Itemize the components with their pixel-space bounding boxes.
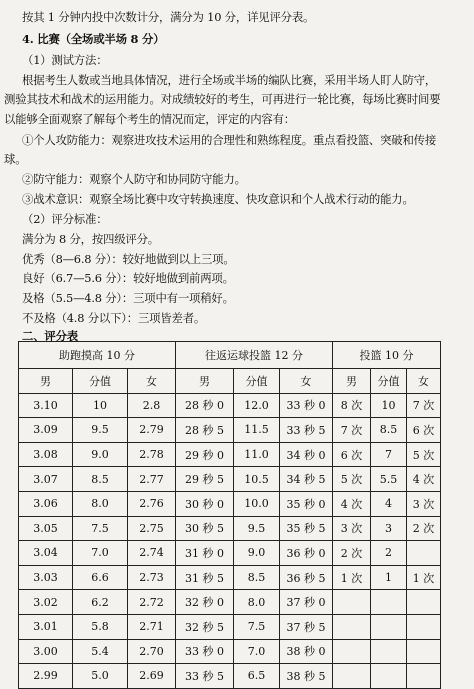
table-cell: 36 秒 5 [280,565,333,590]
section-heading-score-table: 二、评分表 [22,329,78,343]
table-cell: 7.0 [234,639,280,664]
table-cell [371,590,407,615]
table-row [19,639,441,664]
table-cell: 33 秒 0 [280,393,333,418]
table-row [19,590,441,615]
table-cell [407,664,441,689]
table-cell: 8.5 [371,418,407,443]
table-cell: 4 次 [407,467,441,492]
table-cell: 7.0 [73,541,128,566]
section-heading-match: 4. 比赛（全场或半场 8 分） [22,32,165,46]
table-cell: 2.75 [128,516,176,541]
table-cell: 2 [371,541,407,566]
table-row [19,491,441,516]
table-cell: 2.69 [128,664,176,689]
table-cell: 7 次 [333,418,371,443]
table-body [19,393,441,688]
table-cell: 7 次 [407,393,441,418]
table-cell: 11.0 [234,442,280,467]
table-cell: 10.0 [234,491,280,516]
table-cell [371,664,407,689]
table-cell: 8 次 [333,393,371,418]
table-cell: 29 秒 5 [176,467,234,492]
table-cell: 31 秒 0 [176,541,234,566]
table-row [19,664,441,689]
subheader-female: 女 [280,369,333,394]
table-cell: 8.5 [73,467,128,492]
table-row [19,565,441,590]
table-cell: 4 次 [333,491,371,516]
table-row [19,541,441,566]
table-cell: 28 秒 5 [176,418,234,443]
group-header-shooting: 投篮 10 分 [333,342,441,369]
table-cell: 34 秒 0 [280,442,333,467]
table-cell: 37 秒 0 [280,590,333,615]
table-cell: 32 秒 0 [176,590,234,615]
table-cell: 3 次 [407,491,441,516]
table-cell: 12.0 [234,393,280,418]
table-cell [333,614,371,639]
table-cell: 5 次 [407,442,441,467]
table-cell: 10.5 [234,467,280,492]
table-cell: 9.0 [73,442,128,467]
table-cell: 30 秒 0 [176,491,234,516]
table-cell: 1 次 [333,565,371,590]
table-row [19,614,441,639]
table-cell: 2.78 [128,442,176,467]
score-table [18,341,441,689]
table-cell: 2.77 [128,467,176,492]
table-cell: 5.4 [73,639,128,664]
table-cell: 34 秒 5 [280,467,333,492]
text-line-12: 满分为 8 分，按四级评分。 [22,232,159,246]
table-cell: 2.70 [128,639,176,664]
table-cell [333,590,371,615]
table-cell: 5 次 [333,467,371,492]
table-cell: 32 秒 5 [176,614,234,639]
table-cell: 2.74 [128,541,176,566]
text-line-16: 不及格（4.8 分以下）：三项皆差者。 [22,311,206,325]
table-row [19,467,441,492]
table-cell: 38 秒 5 [280,664,333,689]
table-cell: 6.6 [73,565,128,590]
text-line-8: 球。 [4,152,27,166]
text-line-4: 根据考生人数或当地具体情况，进行全场或半场的编队比赛，采用半场人盯人防守， [22,73,437,87]
table-cell: 1 [371,565,407,590]
text-line-10: ③战术意识：观察全场比赛中攻守转换速度、快攻意识和个人战术行动的能力。 [22,192,414,206]
text-line-9: ②防守能力：观察个人防守和协同防守能力。 [22,172,246,186]
table-cell: 30 秒 5 [176,516,234,541]
table-cell: 3.08 [19,442,73,467]
table-cell: 3 [371,516,407,541]
table-cell [407,541,441,566]
table-cell: 33 秒 5 [176,664,234,689]
table-cell [371,639,407,664]
subheader-male: 男 [19,369,73,394]
subheader-score: 分值 [371,369,407,394]
table-cell: 3.00 [19,639,73,664]
text-line-7: ①个人攻防能力：观察进攻技术运用的合理性和熟练程度。重点看投篮、突破和传接 [22,133,437,147]
table-cell: 36 秒 0 [280,541,333,566]
table-cell: 35 秒 0 [280,491,333,516]
table-cell: 11.5 [234,418,280,443]
table-cell: 2.73 [128,565,176,590]
table-cell [407,590,441,615]
table-cell: 3.02 [19,590,73,615]
table-cell: 5.8 [73,614,128,639]
subheader-female: 女 [128,369,176,394]
subheader-male: 男 [176,369,234,394]
table-cell: 3.06 [19,491,73,516]
table-cell: 7.5 [73,516,128,541]
table-cell [407,639,441,664]
table-cell: 29 秒 0 [176,442,234,467]
table-cell: 2.8 [128,393,176,418]
table-cell: 3.01 [19,614,73,639]
table-cell: 35 秒 5 [280,516,333,541]
table-cell: 3.09 [19,418,73,443]
subheader-score: 分值 [234,369,280,394]
table-cell: 8.0 [73,491,128,516]
table-cell: 3.07 [19,467,73,492]
table-cell: 10 [73,393,128,418]
text-line-6: 以能够全面观察了解每个考生的情况而定，评定的内容有： [4,112,295,126]
text-line-3: （1）测试方法： [22,53,108,67]
subheader-male: 男 [333,369,371,394]
table-cell: 2 次 [407,516,441,541]
table-row [19,418,441,443]
table-cell: 2.79 [128,418,176,443]
table-cell: 7.5 [234,614,280,639]
subheader-female: 女 [407,369,441,394]
table-cell: 8.0 [234,590,280,615]
table-cell [407,614,441,639]
table-cell: 3.03 [19,565,73,590]
table-cell: 31 秒 5 [176,565,234,590]
table-cell: 8.5 [234,565,280,590]
group-header-run-touch: 助跑摸高 10 分 [19,342,176,369]
table-cell: 38 秒 0 [280,639,333,664]
table-cell: 6.2 [73,590,128,615]
table-cell: 9.5 [73,418,128,443]
text-line-13: 优秀（8—6.8 分）：较好地做到以上三项。 [22,252,235,266]
table-cell: 28 秒 0 [176,393,234,418]
table-cell: 2.71 [128,614,176,639]
table-cell: 3.04 [19,541,73,566]
table-cell: 1 次 [407,565,441,590]
table-row [19,442,441,467]
table-cell: 6 次 [407,418,441,443]
table-cell: 9.0 [234,541,280,566]
table-cell: 5.5 [371,467,407,492]
text-line-15: 及格（5.5—4.8 分）：三项中有一项稍好。 [22,291,234,305]
text-line-11: （2）评分标准： [22,212,108,226]
table-cell [333,664,371,689]
table-cell: 5.0 [73,664,128,689]
table-row [19,393,441,418]
table-cell: 2.76 [128,491,176,516]
table-cell: 2.72 [128,590,176,615]
table-cell: 33 秒 5 [280,418,333,443]
table-cell: 10 [371,393,407,418]
table-cell: 6.5 [234,664,280,689]
table-cell: 2 次 [333,541,371,566]
table-cell: 3 次 [333,516,371,541]
subheader-score: 分值 [73,369,128,394]
table-cell: 9.5 [234,516,280,541]
table-cell: 7 [371,442,407,467]
table-cell [371,614,407,639]
table-cell: 37 秒 5 [280,614,333,639]
table-row [19,516,441,541]
group-header-dribble-shoot: 往返运球投篮 12 分 [176,342,333,369]
table-cell: 2.99 [19,664,73,689]
text-line-14: 良好（6.7—5.6 分）：较好地做到前两项。 [22,271,234,285]
table-cell: 6 次 [333,442,371,467]
table-group-header-row [19,342,441,369]
table-cell: 33 秒 0 [176,639,234,664]
text-line-5: 测验其技术和战术的运用能力。对成绩较好的考生，可再进行一轮比赛，每场比赛时间要 [4,92,441,106]
text-line-1: 按其 1 分钟内投中次数计分，满分为 10 分，详见评分表。 [22,10,315,24]
table-subheader-row [19,369,441,394]
table-cell: 3.10 [19,393,73,418]
table-cell: 3.05 [19,516,73,541]
table-cell [333,639,371,664]
table-cell: 4 [371,491,407,516]
